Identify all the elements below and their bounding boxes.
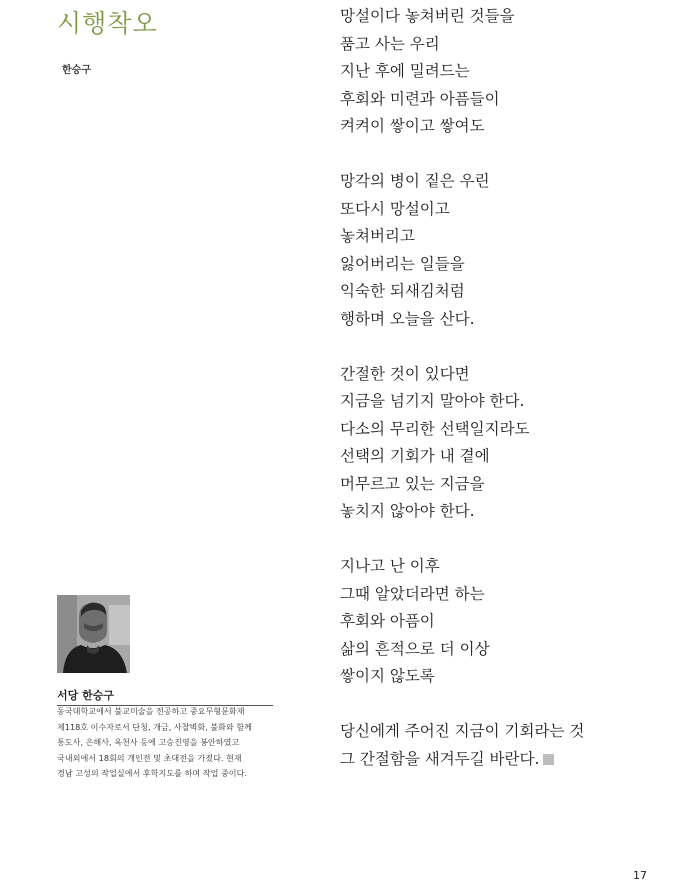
poem-line: 잃어버리는 일들을 <box>340 254 465 273</box>
poem-line: 망각의 병이 짙은 우린 <box>340 172 490 190</box>
poem-line: 놓치지 않아야 한다. <box>340 502 475 520</box>
poem-stanza-5 <box>340 718 670 773</box>
poem-line: 지난 후에 밀려드는 <box>340 62 470 80</box>
poem-line: 후회와 아픔이 <box>340 612 435 630</box>
poem-title: 시행착오 <box>57 9 158 38</box>
poem-line: 지금을 넘기지 말아야 한다. <box>340 392 525 410</box>
poem-line-last <box>340 746 670 774</box>
poem-line: 머무르고 있는 지금을 <box>340 474 485 493</box>
poem-stanza-4 <box>340 553 670 691</box>
poem-line: 선택의 기회가 내 곁에 <box>340 447 490 465</box>
bio-line: 제118호 이수자로서 단청, 개금, 사찰벽화, 불화와 함께 <box>57 721 252 732</box>
poem-line: 삶의 흔적으로 더 이상 <box>340 639 490 658</box>
poem-line: 그때 알았더라면 하는 <box>340 584 485 603</box>
bio-line: 통도사, 은해사, 옥천사 등에 고승진영을 봉안하였고 <box>57 737 240 748</box>
author-portrait-image <box>57 595 130 673</box>
poem-line: 망설이다 놓쳐버린 것들을 <box>340 7 515 25</box>
poem-line: 행하며 오늘을 산다. <box>340 309 475 328</box>
bio-line: 국내외에서 18회의 개인전 및 초대전을 가졌다. 현재 <box>57 752 242 763</box>
poem-line: 또다시 망설이고 <box>340 199 450 218</box>
author-photo <box>57 595 130 673</box>
poem-author: 한승구 <box>62 65 91 76</box>
poem-line: 지나고 난 이후 <box>340 557 440 575</box>
poem-line: 간절한 것이 있다면 <box>340 364 470 383</box>
poem-stanza-1 <box>340 3 670 141</box>
bio-text <box>57 704 273 782</box>
poem-line-text: 그 간절함을 새겨두길 바란다. <box>340 749 540 768</box>
poem-stanza-3 <box>340 361 670 526</box>
poem-line: 켜켜이 쌓이고 쌓여도 <box>340 117 485 135</box>
poem-body <box>340 3 670 801</box>
poem-line: 당신에게 주어진 지금이 기회라는 것 <box>340 722 585 740</box>
bio-line: 동국대학교에서 불교미술을 전공하고 중요무형문화재 <box>57 706 245 716</box>
poem-line: 익숙한 되새김처럼 <box>340 282 465 300</box>
poem-line: 후회와 미련과 아픔들이 <box>340 89 500 108</box>
poem-line: 쌓이지 않도록 <box>340 667 435 685</box>
poem-line: 놓쳐버리고 <box>340 227 415 245</box>
poem-line: 품고 사는 우리 <box>340 34 440 53</box>
bio-line: 경남 고성의 작업실에서 후학지도를 하며 작업 중이다. <box>57 768 248 779</box>
page-number: 17 <box>633 869 647 882</box>
bio-header <box>57 684 273 706</box>
poem-line: 다소의 무리한 선택일지라도 <box>340 419 530 438</box>
bio-name: 서당 한승구 <box>57 689 114 702</box>
poem-stanza-2 <box>340 168 670 333</box>
end-mark-icon <box>543 754 554 765</box>
